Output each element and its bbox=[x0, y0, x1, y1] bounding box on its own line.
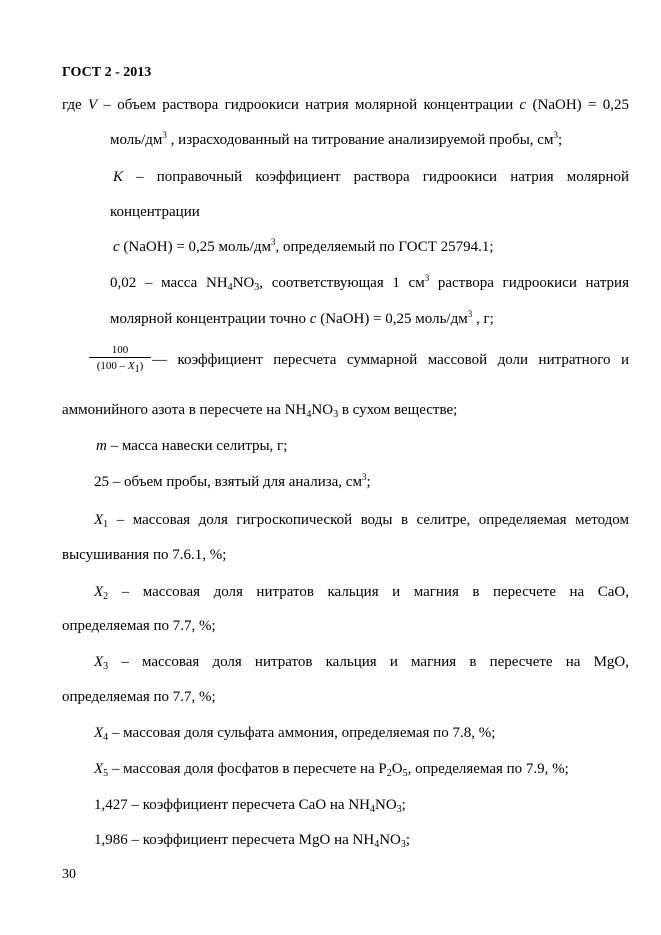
paragraph-line: m – масса навески селитры, г; bbox=[96, 438, 288, 454]
paragraph-line: $X_5$ – массовая доля фосфатов в пересчете на $P_2O_5$, определяемая по 7.9, %; bbox=[94, 761, 569, 779]
paragraph-line: 1,986 – коэффициент пересчета MgO на $NH_4NO_3$; bbox=[94, 832, 411, 850]
paragraph-line: 1,427 – коэффициент пересчета CaO на $NH_4NO_3$; bbox=[94, 797, 406, 815]
paragraph-line: $X_4$ – массовая доля сульфата аммония, определяемая по 7.8, %; bbox=[94, 725, 496, 743]
paragraph-line: $X_3$ – массовая доля нитратов кальция и магния в пересчете на MgO, bbox=[94, 654, 629, 672]
paragraph-line: где V – объем раствора гидроокиси натрия молярной концентрации c (NaOH) = 0,25 bbox=[62, 97, 629, 113]
paragraph-line: c (NaOH) = 0,25 моль/$дм^3$, определяемый по ГОСТ 25794.1; bbox=[113, 237, 494, 255]
fraction-formula bbox=[89, 343, 151, 375]
paragraph-line: $X_1$ – массовая доля гигроскопической воды в селитре, определяемая методом bbox=[94, 512, 629, 530]
paragraph-line: 25 – объем пробы, взятый для анализа, $см^3$; bbox=[94, 472, 371, 490]
fraction-numerator: 100 bbox=[89, 343, 151, 358]
paragraph-line: K – поправочный коэффициент раствора гидроокиси натрия молярной bbox=[113, 169, 629, 185]
paragraph-line: высушивания по 7.6.1, %; bbox=[62, 547, 227, 563]
paragraph-line: 0,02 – масса $NH_4NO_3$, соответствующая 1 $см^3$ раствора гидроокиси натрия bbox=[110, 273, 629, 293]
page-number: 30 bbox=[62, 867, 76, 882]
paragraph-line: молярной концентрации точно c (NaOH) = 0,25 моль/$дм^3$ , г; bbox=[110, 309, 494, 327]
paragraph-line: — коэффициент пересчета суммарной массовой доли нитратного и bbox=[152, 352, 629, 368]
paragraph-line: аммонийного азота в пересчете на $NH_4NO_3$ в сухом веществе; bbox=[62, 402, 458, 420]
paragraph-line: определяемая по 7.7, %; bbox=[62, 618, 216, 634]
document-header: ГОСТ 2 - 2013 bbox=[62, 65, 152, 80]
paragraph-line: моль/$дм^3$ , израсходованный на титрование анализируемой пробы, $см^3$; bbox=[110, 130, 563, 148]
paragraph-line: концентрации bbox=[110, 204, 200, 220]
paragraph-line: определяемая по 7.7, %; bbox=[62, 689, 216, 705]
fraction-denominator: $(100 - X_1)$ bbox=[96, 360, 144, 375]
paragraph-line: $X_2$ – массовая доля нитратов кальция и магния в пересчете на CaO, bbox=[94, 584, 629, 602]
